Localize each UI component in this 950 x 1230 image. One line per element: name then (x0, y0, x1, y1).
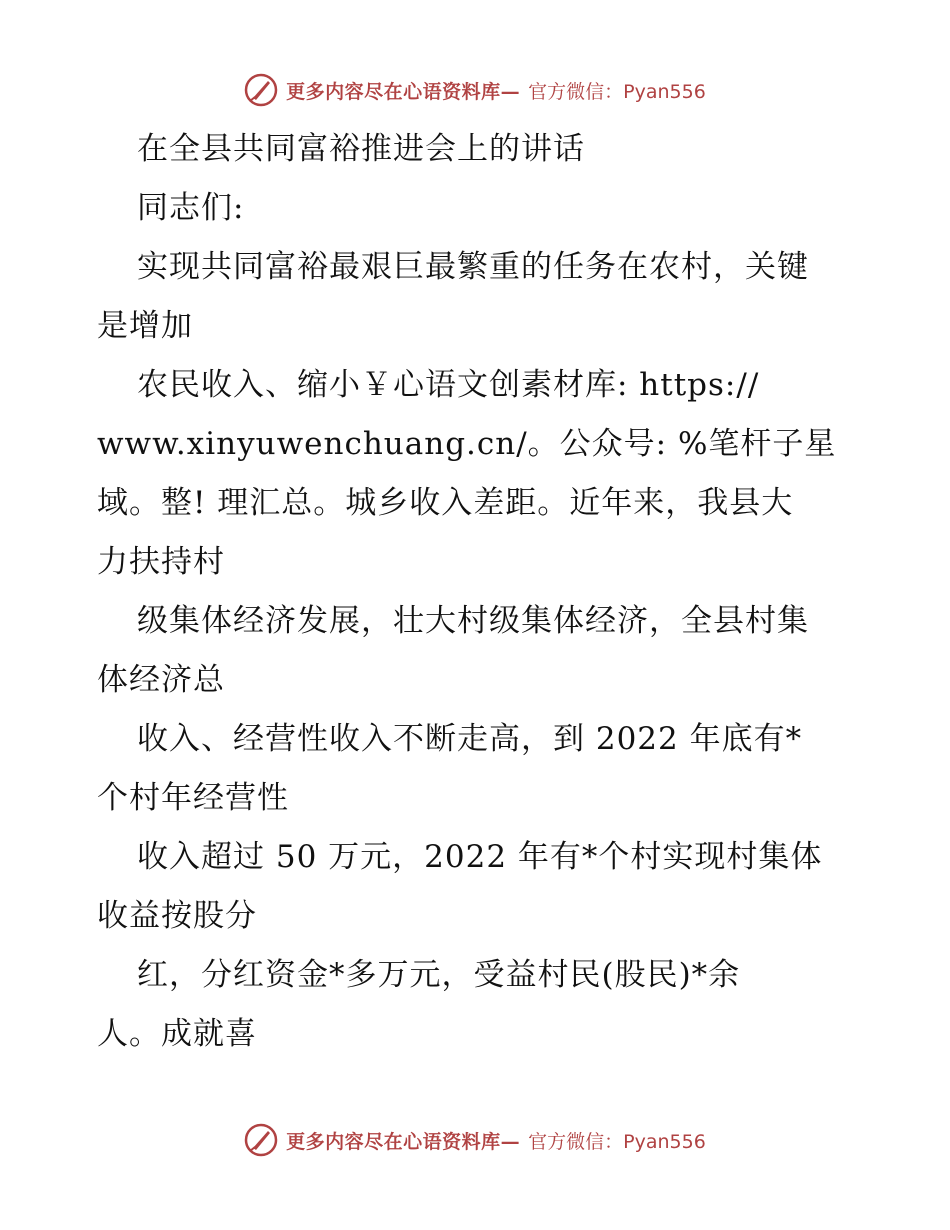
text-line: 级集体经济发展，壮大村级集体经济，全县村集 (137, 603, 809, 639)
text-line: 收入、经营性收入不断走高，到 2022 年底有* (137, 721, 803, 757)
text-line: 收益按股分 (97, 898, 257, 934)
text-line: www.xinyuwenchuang.cn/。公众号: %笔杆子星 (97, 426, 837, 462)
document-title: 在全县共同富裕推进会上的讲话 (137, 131, 585, 167)
text-line: 收入超过 50 万元，2022 年有*个村实现村集体 (137, 839, 823, 875)
salutation: 同志们: (137, 190, 245, 226)
document-body (97, 120, 857, 1064)
watermark-text: 更多内容尽在心语资料库— (286, 1130, 521, 1153)
text-line: 人。成就喜 (97, 1016, 257, 1052)
text-line: 红，分红资金*多万元，受益村民(股民)*余 (137, 957, 741, 993)
text-line: 是增加 (97, 308, 193, 344)
watermark-text: 更多内容尽在心语资料库— (286, 80, 521, 103)
quill-pen-circle-icon (244, 73, 278, 107)
quill-pen-circle-icon (244, 1123, 278, 1157)
watermark-wechat: 官方微信：Pyan556 (528, 80, 706, 103)
watermark-wechat: 官方微信：Pyan556 (528, 1130, 706, 1153)
text-line: 体经济总 (97, 662, 225, 698)
watermark-banner-top (0, 70, 950, 110)
text-line: 域。整! 理汇总。城乡收入差距。近年来，我县大 (97, 485, 794, 521)
text-line: 农民收入、缩小￥心语文创素材库: https:// (137, 367, 760, 403)
text-line: 力扶持村 (97, 544, 225, 580)
text-line: 实现共同富裕最艰巨最繁重的任务在农村，关键 (137, 249, 809, 285)
watermark-banner-bottom (0, 1120, 950, 1160)
text-line: 个村年经营性 (97, 780, 289, 816)
